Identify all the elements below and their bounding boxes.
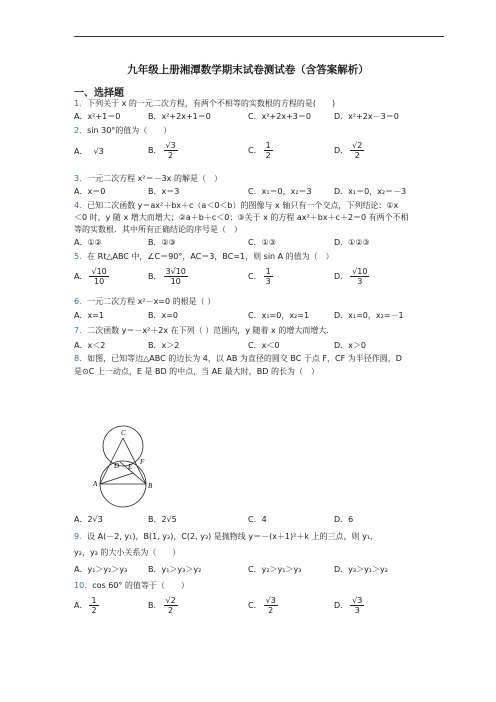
question-text-line-1: 如图，已知等边△ABC 的边长为 4，以 AB 为直径的圆交 BC 于点 F，CF 为半径作圆，D [87, 354, 402, 363]
label-b: B [148, 482, 153, 490]
question-1 [74, 98, 444, 109]
numerator: √3 [352, 596, 363, 605]
question-9 [74, 531, 444, 542]
option-a: A．①② [74, 238, 102, 247]
option-d: D．x＞0 [334, 341, 366, 350]
option-letter: C． [248, 146, 262, 155]
option-letter: B． [148, 601, 162, 610]
option-letter: D． [334, 601, 349, 610]
denominator: 3 [354, 606, 360, 615]
question-text: cos 60° 的值等于（ ） [92, 581, 189, 590]
question-8-line-2: 是⊙C 上一动点，E 是 BD 的中点，当 AE 最大时，BD 的长为（ ） [74, 367, 319, 376]
option-b: B．②③ [148, 238, 176, 247]
question-text-line-1: 设 A(－2, y₁)，B(1, y₂)，C(2, y₃) 是抛物线 y＝－(x＋1)²＋k 上的三点，则 y₁， [87, 532, 379, 541]
option-letter: A． [74, 272, 88, 281]
question-text: 在 Rt△ABC 中，∠C＝90°，AC＝3，BC=1，则 sin A 的值为（ ） [87, 252, 334, 261]
numerator: √10 [352, 267, 368, 276]
denominator: 3 [265, 277, 271, 286]
option-b: B．y₁＞y₃＞y₂ [148, 565, 202, 574]
option-letter: D． [334, 272, 349, 281]
section-heading: 一、选择题 [74, 88, 124, 99]
denominator: 2 [354, 151, 360, 160]
question-text-line-1: 已知二次函数 y＝ax²＋bx＋c（a＜0＜b）的图像与 x 轴只有一个交点，下列结论：①x [87, 201, 399, 210]
option-b [148, 267, 190, 286]
option-d [334, 596, 366, 615]
label-a: A [93, 480, 98, 488]
numerator: 1 [265, 267, 271, 276]
page-title: 九年级上册湘潭数学期末试卷测试卷（含答案解析） [127, 64, 369, 76]
fraction [164, 267, 188, 286]
option-c: C．4 [248, 515, 267, 524]
option-c [248, 596, 280, 615]
numerator: 1 [265, 141, 271, 150]
question-text: sin 30°的值为（ ） [87, 126, 172, 135]
option-c: C．x²+2x+3＝0 [248, 112, 311, 121]
question-number: 4． [74, 201, 88, 210]
question-text: 一元二次方程 x²－x=0 的根是（ ） [87, 297, 216, 306]
option-c: C．x₁＝0，x₂＝3 [248, 187, 312, 196]
option-a [74, 596, 101, 615]
fraction [350, 267, 369, 286]
numerator: √3 [265, 596, 276, 605]
denominator: 3 [357, 277, 363, 286]
option-c: C．x＜0 [248, 341, 280, 350]
question-3 [74, 173, 444, 184]
question-5 [74, 251, 444, 262]
numerator: 3√10 [165, 267, 186, 276]
question-number: 10． [74, 581, 93, 590]
option-d: D．x₁＝0，x₂＝－3 [334, 187, 407, 196]
question-4 [74, 200, 444, 211]
option-c: C．y₂＞y₁＞y₃ [248, 565, 302, 574]
denominator: 10 [170, 277, 181, 286]
option-b [148, 141, 180, 160]
fraction [264, 141, 273, 160]
option-a: A．x＝0 [74, 187, 106, 196]
label-c: C [121, 429, 126, 437]
denominator: 2 [265, 151, 271, 160]
question-number: 9． [74, 532, 88, 541]
option-c [248, 267, 275, 286]
question-4-line-3: 等的实数根．其中所有正确结论的序号是（ ） [74, 225, 242, 234]
question-9-line-2: y₂，y₃ 的大小关系为（ ） [74, 548, 181, 557]
option-b: B．x²+2x+1＝0 [148, 112, 211, 121]
option-letter: C． [248, 272, 262, 281]
fraction [89, 596, 98, 615]
question-text: 一元二次方程 x²＝－3x 的解是（ ） [87, 174, 222, 183]
fraction [164, 596, 178, 615]
question-number: 3． [74, 174, 88, 183]
option-a: A．x=1 [74, 311, 104, 320]
option-d: D．6 [334, 515, 354, 524]
option-c: C．x₁=0，x₂=1 [248, 311, 310, 320]
option-letter: D． [334, 146, 349, 155]
option-value: √3 [93, 147, 104, 156]
fraction [350, 141, 364, 160]
option-d: D．x²+2x－3＝0 [334, 112, 399, 121]
option-a: A．x＜2 [74, 341, 106, 350]
option-a: A．x²+1＝0 [74, 112, 121, 121]
question-6 [74, 296, 444, 307]
option-b: B．x＝3 [148, 187, 180, 196]
denominator: 10 [94, 277, 105, 286]
denominator: 2 [168, 606, 174, 615]
option-d [334, 267, 371, 286]
question-number: 6． [74, 297, 88, 306]
option-b: B．x＞2 [148, 341, 180, 350]
fraction [350, 596, 364, 615]
question-number: 1． [74, 99, 88, 108]
header-rule [74, 36, 444, 37]
option-b: B．x=0 [148, 311, 179, 320]
option-b: B．2√5 [148, 515, 177, 524]
option-c [248, 141, 275, 160]
numerator: √2 [165, 596, 176, 605]
question-2 [74, 125, 444, 136]
numerator: 1 [91, 596, 97, 605]
label-f: F [140, 458, 145, 466]
question-number: 7． [74, 326, 88, 335]
option-letter: B． [148, 146, 162, 155]
label-d: D [114, 462, 120, 470]
numerator: √10 [91, 267, 107, 276]
option-c: C．①③ [248, 238, 276, 247]
option-d: D．①②③ [334, 238, 370, 247]
question-8 [74, 353, 444, 364]
question-text: 下列关于 x 的一元二次方程，有两个不相等的实数根的方程的是( ) [87, 99, 336, 108]
label-e: E [128, 463, 133, 471]
question-10 [74, 580, 444, 591]
question-4-line-2: ＜0 时，y 随 x 增大而增大；②a＋b＋c＜0；③关于 x 的方程 ax²＋bx＋c＋2＝0 有两个不相 [74, 213, 409, 222]
fraction [264, 267, 273, 286]
option-letter: A． [74, 147, 88, 156]
option-b [148, 596, 180, 615]
denominator: 2 [268, 606, 274, 615]
numerator: √3 [165, 141, 176, 150]
fraction [264, 596, 278, 615]
fraction [89, 267, 108, 286]
question-text: 二次函数 y＝－x²＋2x 在下列（ ）范围内，y 随着 x 的增大而增大． [87, 326, 335, 335]
question-number: 8． [74, 354, 88, 363]
option-letter: A． [74, 601, 88, 610]
fraction [164, 141, 178, 160]
question-7 [74, 325, 444, 336]
denominator: 2 [168, 151, 174, 160]
option-letter: C． [248, 601, 262, 610]
option-d: D．x₁=0，x₂=－1 [334, 311, 404, 320]
geometry-figure [92, 424, 154, 510]
option-a [74, 267, 111, 286]
option-letter: B． [148, 272, 162, 281]
question-number: 2． [74, 126, 88, 135]
option-d: D．y₃＞y₁＞y₂ [334, 565, 388, 574]
option-a [74, 146, 104, 157]
option-d [334, 141, 366, 160]
option-a: A．2√3 [74, 515, 103, 524]
question-number: 5． [74, 252, 88, 261]
option-a: A．y₁＞y₂＞y₃ [74, 565, 128, 574]
numerator: √2 [352, 141, 363, 150]
denominator: 2 [91, 606, 97, 615]
